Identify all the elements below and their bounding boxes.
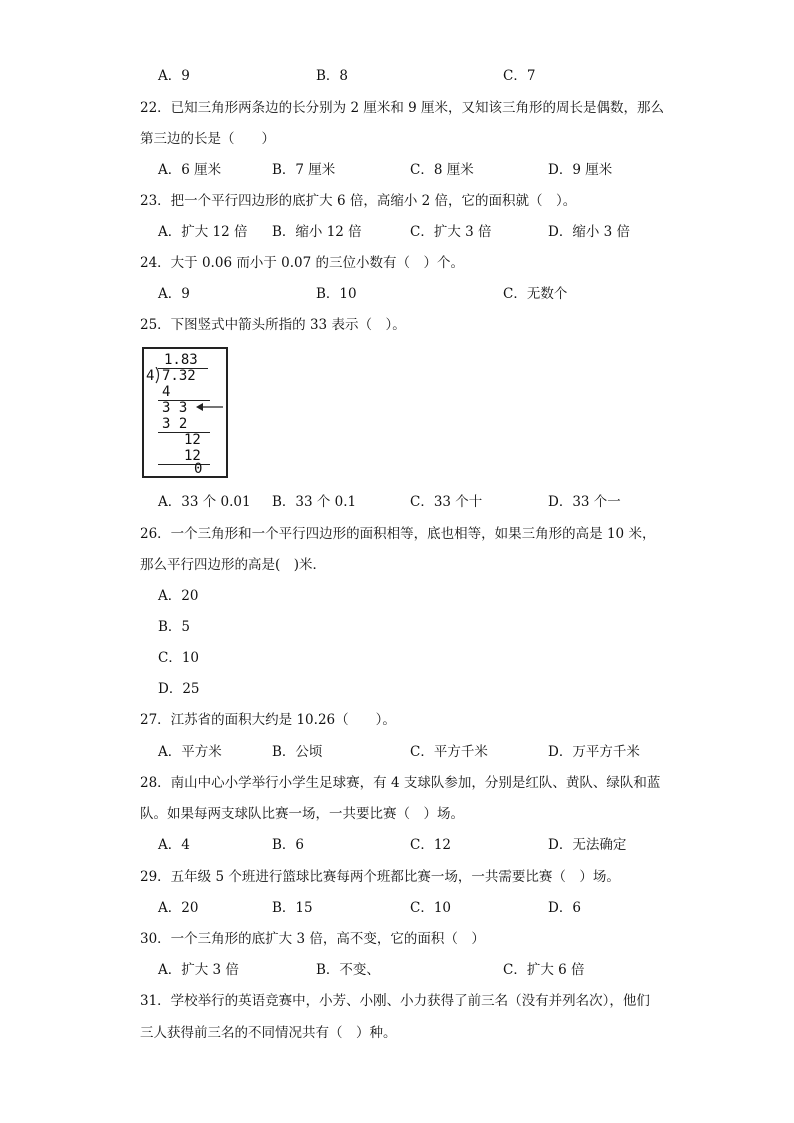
q23-option-a: A．扩大 12 倍 (158, 224, 248, 240)
q28-stem-line1: 28．南山中心小学举行小学生足球赛，有 4 支球队参加，分别是红队、黄队、绿队和蓝 (140, 775, 661, 791)
division-step2: 3 3 (162, 400, 188, 416)
q30-option-b: B．不变、 (316, 962, 380, 978)
q23-option-b: B．缩小 12 倍 (272, 224, 362, 240)
q22-option-d: D．9 厘米 (548, 162, 613, 178)
q29-stem: 29．五年级 5 个班进行篮球比赛每两个班都比赛一场，一共需要比赛（ ）场。 (140, 869, 620, 885)
division-step5: 12 (184, 448, 201, 464)
q27-option-c: C．平方千米 (410, 744, 488, 760)
q28-option-b: B．6 (272, 837, 305, 853)
q30-stem: 30．一个三角形的底扩大 3 倍，高不变，它的面积（ ） (140, 931, 485, 947)
q31-stem-line2: 三人获得前三名的不同情况共有（ ）种。 (140, 1025, 397, 1041)
q24-option-b: B．10 (316, 286, 357, 302)
q27-option-d: D．万平方千米 (548, 744, 640, 760)
long-division-figure (142, 347, 228, 478)
q22-option-b: B．7 厘米 (272, 162, 336, 178)
q25-stem: 25．下图竖式中箭头所指的 33 表示（ ）。 (140, 317, 406, 333)
q29-option-c: C．10 (410, 900, 452, 916)
q24-stem: 24．大于 0.06 而小于 0.07 的三位小数有（ ）个。 (140, 255, 464, 271)
q28-option-c: C．12 (410, 837, 452, 853)
q25-option-a: A．33 个 0.01 (158, 494, 251, 510)
q22-option-c: C．8 厘米 (410, 162, 474, 178)
q21-option-a: A．9 (158, 68, 190, 84)
q24-option-c: C．无数个 (503, 286, 568, 302)
q21-option-b: B．8 (316, 68, 349, 84)
q25-option-d: D．33 个一 (548, 494, 621, 510)
q26-stem-line2: 那么平行四边形的高是( )米． (140, 557, 327, 573)
q23-option-c: C．扩大 3 倍 (410, 224, 492, 240)
q29-option-d: D．6 (548, 900, 581, 916)
q28-option-d: D．无法确定 (548, 837, 627, 853)
q23-stem: 23．把一个平行四边形的底扩大 6 倍，高缩小 2 倍，它的面积就（ ）。 (140, 193, 577, 209)
division-step4: 12 (184, 432, 201, 448)
q30-option-c: C．扩大 6 倍 (503, 962, 585, 978)
q25-option-b: B．33 个 0.1 (272, 494, 357, 510)
q28-option-a: A．4 (158, 837, 190, 853)
q27-option-b: B．公顷 (272, 744, 323, 760)
q23-option-d: D．缩小 3 倍 (548, 224, 630, 240)
q31-stem-line1: 31．学校举行的英语竞赛中，小芳、小刚、小力获得了前三名（没有并列名次），他们 (140, 993, 650, 1009)
q22-stem-line1: 22．已知三角形两条边的长分别为 2 厘米和 9 厘米，又知该三角形的周长是偶数，那么 (140, 100, 665, 116)
q28-stem-line2: 队。如果每两支球队比赛一场，一共要比赛（ ）场。 (140, 806, 464, 822)
division-divisor: 4 (146, 368, 155, 384)
q26-option-d: D．25 (158, 681, 200, 697)
division-dividend: 7.32 (162, 368, 196, 384)
q27-stem: 27．江苏省的面积大约是 10.26（ ）。 (140, 712, 396, 728)
division-quotient: 1.83 (164, 352, 198, 368)
q27-option-a: A．平方米 (158, 744, 222, 760)
q26-option-a: A．20 (158, 588, 199, 604)
q26-stem-line1: 26．一个三角形和一个平行四边形的面积相等，底也相等，如果三角形的高是 10 米， (140, 526, 656, 542)
q29-option-b: B．15 (272, 900, 313, 916)
arrow-icon (196, 401, 224, 413)
q21-option-c: C．7 (503, 68, 536, 84)
q26-option-b: B．5 (158, 619, 191, 635)
q22-option-a: A．6 厘米 (158, 162, 222, 178)
q30-option-a: A．扩大 3 倍 (158, 962, 239, 978)
q29-option-a: A．20 (158, 900, 199, 916)
q22-stem-line2: 第三边的长是（ ） (140, 131, 275, 147)
q24-option-a: A．9 (158, 286, 190, 302)
division-step3: 3 2 (162, 416, 188, 432)
division-bracket (155, 367, 161, 384)
division-remainder: 0 (194, 461, 203, 477)
q26-option-c: C．10 (158, 650, 200, 666)
q25-option-c: C．33 个十 (410, 494, 483, 510)
division-step1: 4 (162, 384, 171, 400)
